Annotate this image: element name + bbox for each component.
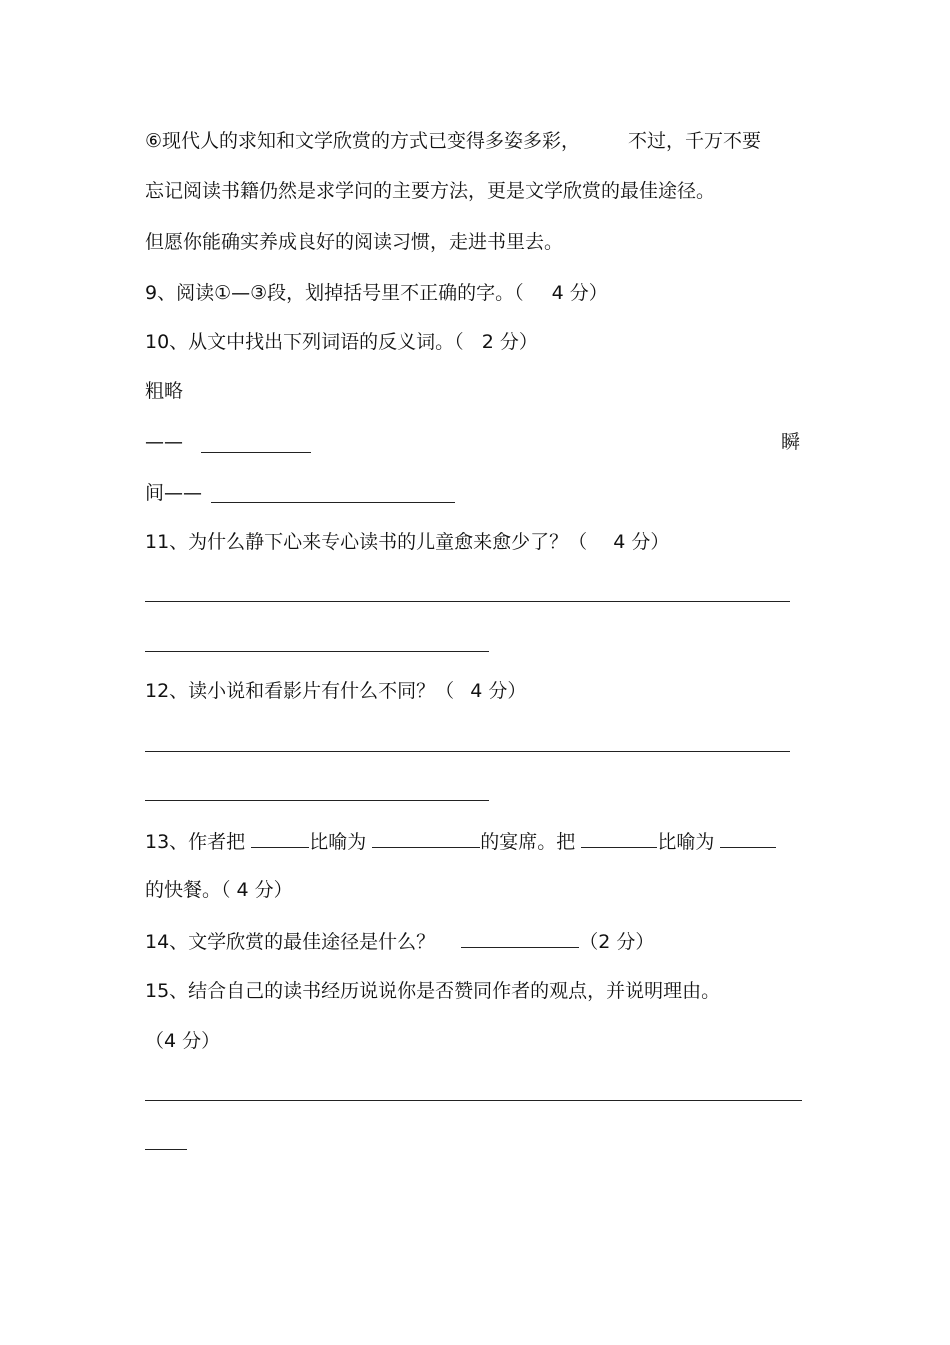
question-14-blank[interactable]	[461, 929, 579, 948]
question-11-answer-line-1[interactable]	[145, 601, 790, 602]
question-10-word-2-part-b: 间——	[145, 482, 203, 504]
question-13-part-4: 比喻为	[657, 831, 715, 853]
passage-line-1-part-a: ⑥现代人的求知和文学欣赏的方式已变得多姿多彩，	[145, 130, 581, 152]
question-11	[145, 530, 669, 554]
question-10-score: 2 分）	[481, 331, 538, 353]
question-14-score: （2 分）	[579, 931, 655, 953]
question-12	[145, 679, 526, 703]
question-13-part-2: 比喻为	[309, 831, 367, 853]
question-13-part-3: 的宴席。把	[480, 831, 576, 853]
question-15-answer-line-1[interactable]	[145, 1100, 802, 1101]
question-13-blank-1[interactable]	[251, 829, 309, 848]
question-13-blank-3[interactable]	[581, 829, 657, 848]
question-15-answer-line-2[interactable]	[145, 1149, 187, 1150]
question-11-answer-line-2[interactable]	[145, 651, 489, 652]
question-11-text: 11、为什么静下心来专心读书的儿童愈来愈少了？（	[145, 531, 588, 553]
question-10-answer-line-1[interactable]	[201, 452, 311, 453]
question-12-answer-line-1[interactable]	[145, 751, 790, 752]
question-13-part-1: 13、作者把	[145, 831, 246, 853]
passage-line-2: 忘记阅读书籍仍然是求学问的主要方法，更是文学欣赏的最佳途径。	[145, 180, 716, 202]
question-11-score: 4 分）	[613, 531, 670, 553]
question-15: 15、结合自己的读书经历说说你是否赞同作者的观点，并说明理由。	[145, 980, 721, 1002]
passage-line-1-part-b: 不过，千万不要	[628, 130, 762, 152]
question-12-answer-line-2[interactable]	[145, 800, 489, 801]
question-9-text: 9、阅读①—③段，划掉括号里不正确的字。（	[145, 282, 524, 304]
question-9-score: 4 分）	[551, 282, 608, 304]
question-14-text: 14、文学欣赏的最佳途径是什么？	[145, 931, 436, 953]
question-13-line-1	[145, 829, 776, 854]
question-10	[145, 330, 538, 354]
question-13-blank-4[interactable]	[720, 829, 776, 848]
question-10-word-1: 粗略	[145, 380, 184, 402]
question-15-score: （4 分）	[145, 1030, 221, 1052]
question-10-dash-1: ——	[145, 431, 183, 453]
question-10-word-2-part-a: 瞬	[781, 431, 801, 453]
question-12-text: 12、读小说和看影片有什么不同？（	[145, 680, 455, 702]
question-13-line-2: 的快餐。（ 4 分）	[145, 879, 293, 901]
question-10-answer-line-2[interactable]	[211, 502, 455, 503]
passage-line-3: 但愿你能确实养成良好的阅读习惯，走进书里去。	[145, 231, 564, 253]
question-14	[145, 929, 654, 954]
passage-line-1	[145, 129, 761, 153]
question-9	[145, 281, 608, 305]
question-13-blank-2[interactable]	[372, 829, 480, 848]
question-12-score: 4 分）	[470, 680, 527, 702]
question-10-text: 10、从文中找出下列词语的反义词。（	[145, 331, 464, 353]
